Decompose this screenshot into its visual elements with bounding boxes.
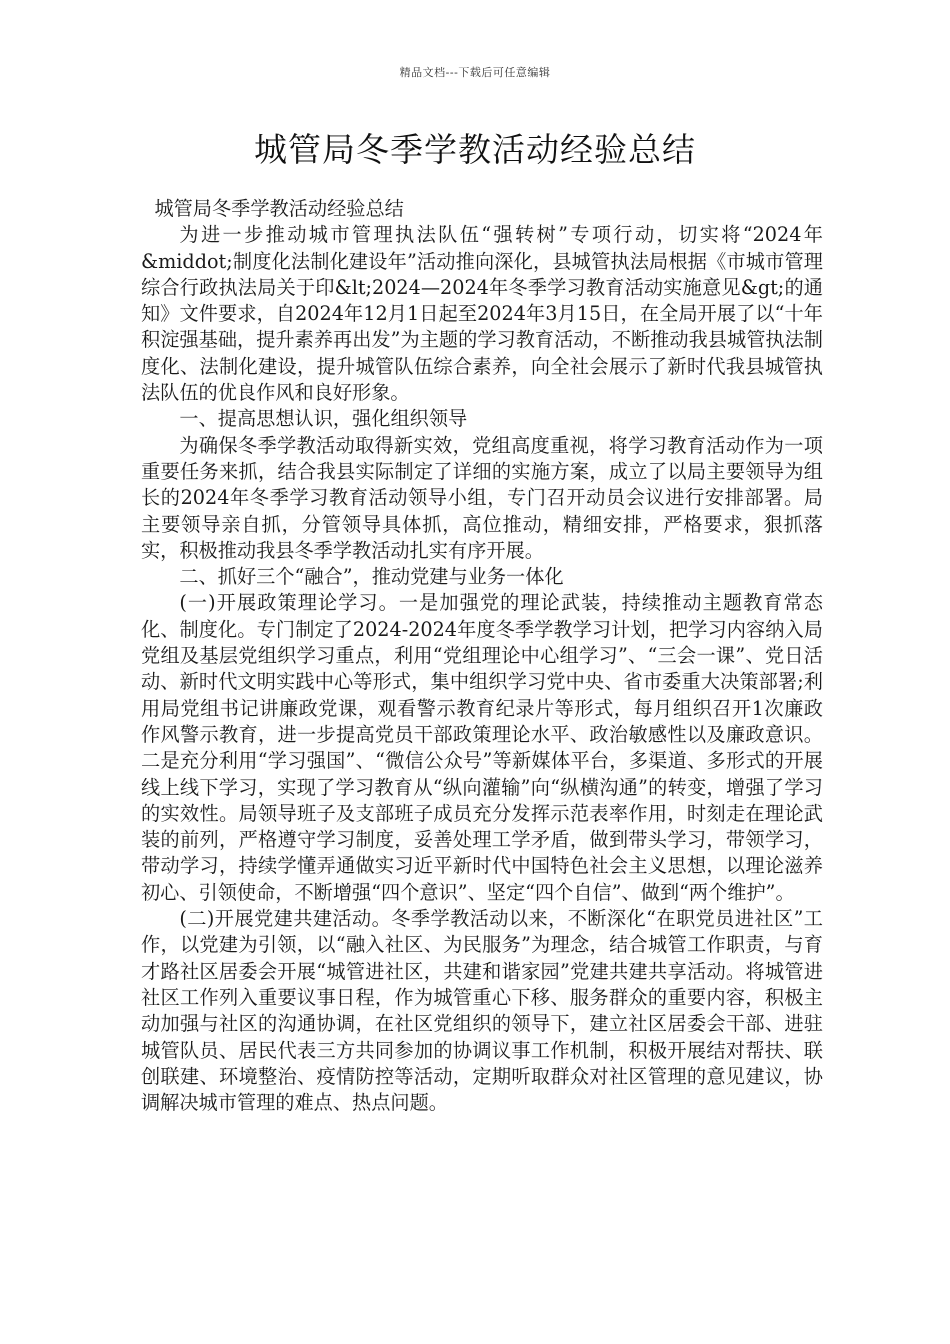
- document-title: 城管局冬季学教活动经验总结: [254, 130, 696, 169]
- section-heading-2: 二、抓好三个“融合”，推动党建与业务一体化: [179, 565, 564, 589]
- intro-paragraph: 为进一步推动城市管理执法队伍“强转树”专项行动，切实将“2024年&middot;制度化法制化建设年”活动推向深化，县城管执法局根据《市城市管理综合行政执法局关于印&lt;2024—2024年冬季学习教育活动实施意见&gt;的通知》文件要求，自2024年12月1日起至2024年3月15日，在全局开展了以“十年积淀强基础，提升素养再出发”为主题的学习教育活动，不断推动我县城管执法制度化、法制化建设，提升城管队伍综合素养，向全社会展示了新时代我县城管执法队伍的优良作风和良好形象。: [141, 223, 823, 405]
- subtitle-line: 城管局冬季学教活动经验总结: [154, 197, 404, 220]
- section-heading-1: 一、提高思想认识，强化组织领导: [179, 407, 468, 431]
- subsection-2-paragraph: (二)开展党建共建活动。冬季学教活动以来，不断深化“在职党员进社区”工作，以党建为引领，以“融入社区、为民服务”为理念，结合城管工作职责，与育才路社区居委会开展“城管进社区，共建和谐家园”党建共建共享活动。将城管进社区工作列入重要议事日程，作为城管重心下移、服务群众的重要内容，积极主动加强与社区的沟通协调，在社区党组织的领导下，建立社区居委会干部、进驻城管队员、居民代表三方共同参加的协调议事工作机制，积极开展结对帮扶、联创联建、环境整治、疫情防控等活动，定期听取群众对社区管理的意见建议，协调解决城市管理的难点、热点问题。: [141, 907, 823, 1115]
- document-body: [141, 196, 823, 1116]
- page-header-note: 精品文档---下载后可任意编辑: [399, 66, 551, 79]
- section-1-paragraph: 为确保冬季学教活动取得新实效，党组高度重视，将学习教育活动作为一项重要任务来抓，结合我县实际制定了详细的实施方案，成立了以局主要领导为组长的2024年冬季学习教育活动领导小组，专门召开动员会议进行安排部署。局主要领导亲自抓，分管领导具体抓，高位推动，精细安排，严格要求，狠抓落实，积极推动我县冬季学教活动扎实有序开展。: [141, 433, 823, 562]
- subsection-1-paragraph: (一)开展政策理论学习。一是加强党的理论武装，持续推动主题教育常态化、制度化。专门制定了2024-2024年度冬季学教学习计划，把学习内容纳入局党组及基层党组织学习重点，利用“党组理论中心组学习”、“三会一课”、党日活动、新时代文明实践中心等形式，集中组织学习党中央、省市委重大决策部署;利用局党组书记讲廉政党课，观看警示教育纪录片等形式，每月组织召开1次廉政作风警示教育，进一步提高党员干部政策理论水平、政治敏感性以及廉政意识。二是充分利用“学习强国”、“微信公众号”等新媒体平台，多渠道、多形式的开展线上线下学习，实现了学习教育从“纵向灌输”向“纵横沟通”的转变，增强了学习的实效性。局领导班子及支部班子成员充分发挥示范表率作用，时刻走在理论武装的前列，严格遵守学习制度，妥善处理工学矛盾，做到带头学习，带领学习，带动学习，持续学懂弄通做实习近平新时代中国特色社会主义思想，以理论滋养初心、引领使命，不断增强“四个意识”、坚定“四个自信”、做到“两个维护”。: [141, 591, 823, 904]
